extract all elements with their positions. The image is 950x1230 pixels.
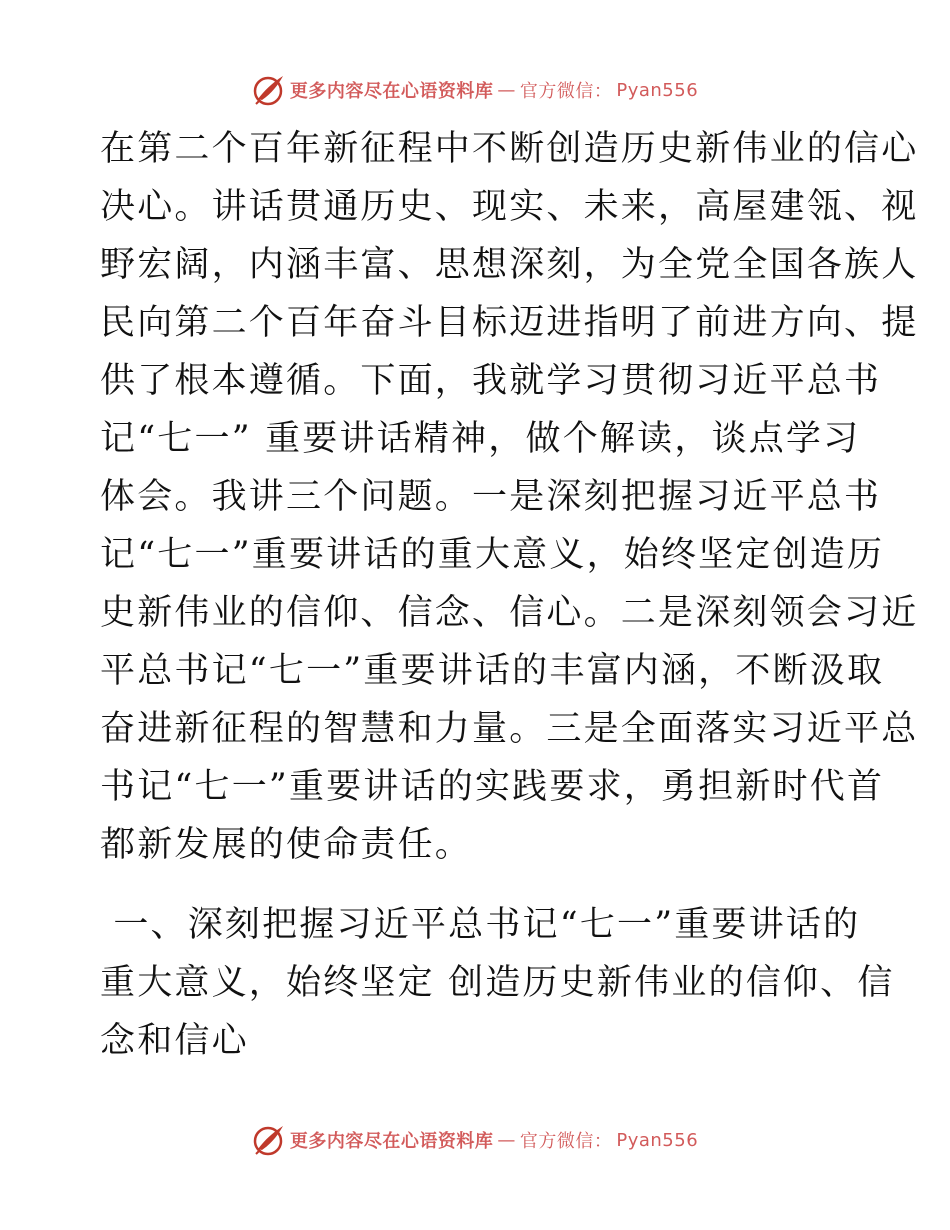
banner-brand-text: 更多内容尽在心语资料库 <box>289 1131 494 1152</box>
text-line: 野宏阔，内涵丰富、思想深刻，为全党全国各族人 <box>100 245 919 285</box>
footer-banner <box>0 1120 950 1160</box>
heading-line: 一、深刻把握习近平总书记“七一”重要讲话的 <box>100 905 861 945</box>
text-line: 记“七一” 重要讲话精神，做个解读，谈点学习 <box>100 419 861 459</box>
paragraph-1 <box>100 120 919 874</box>
text-line: 记“七一”重要讲话的重大意义，始终坚定创造历 <box>100 535 885 575</box>
banner-wechat-id: Pyan556 <box>616 1129 699 1151</box>
text-line: 在第二个百年新征程中不断创造历史新伟业的信心 <box>100 129 919 169</box>
text-line: 都新发展的使命责任。 <box>100 825 473 865</box>
banner-wechat-label: 官方微信： <box>519 81 613 102</box>
text-line: 史新伟业的信仰、信念、信心。二是深刻领会习近 <box>100 593 919 633</box>
feather-pen-logo-icon <box>252 1123 286 1157</box>
text-line: 奋进新征程的智慧和力量。三是全面落实习近平总 <box>100 709 919 749</box>
banner-wechat-id: Pyan556 <box>616 79 699 101</box>
text-line: 决心。讲话贯通历史、现实、未来，高屋建瓴、视 <box>100 187 919 227</box>
text-line: 民向第二个百年奋斗目标迈进指明了前进方向、提 <box>100 303 919 343</box>
header-banner <box>0 70 950 110</box>
section-heading-1 <box>100 896 895 1070</box>
text-line: 平总书记“七一”重要讲话的丰富内涵，不断汲取 <box>100 651 885 691</box>
feather-pen-logo-icon <box>252 73 286 107</box>
document-body <box>100 120 919 1070</box>
heading-line: 重大意义，始终坚定 创造历史新伟业的信仰、信 <box>100 963 895 1003</box>
banner-wechat-label: 官方微信： <box>519 1131 613 1152</box>
text-line: 体会。我讲三个问题。一是深刻把握习近平总书 <box>100 477 882 517</box>
paragraph-spacer <box>100 874 860 896</box>
text-line: 供了根本遵循。下面，我就学习贯彻习近平总书 <box>100 361 882 401</box>
text-line: 书记“七一”重要讲话的实践要求，勇担新时代首 <box>100 767 885 807</box>
heading-line: 念和信心 <box>100 1021 249 1061</box>
banner-dash: — <box>497 79 516 101</box>
banner-dash: — <box>497 1129 516 1151</box>
banner-brand-text: 更多内容尽在心语资料库 <box>289 81 494 102</box>
